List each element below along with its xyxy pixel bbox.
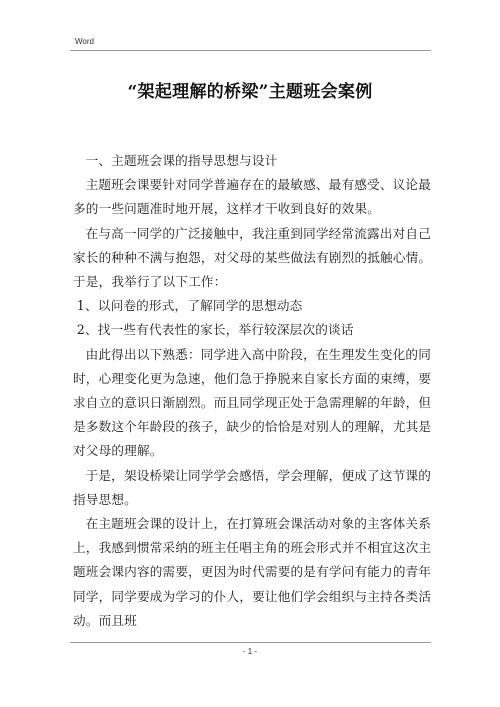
list-item: 2、找一些有代表性的家长，举行较深层次的谈话 xyxy=(76,322,354,338)
paragraph: 由此得出以下熟悉：同学进入高中阶段，在生理发生变化的同时，心理变化更为急速，他们急于挣脱来自家长方面的束缚，要求自立的意识日渐剧烈。而且同学现正处于急需理解的年龄，但是多数这个年龄段的孩子，缺少的恰恰是对别人的理解，尤其是对父母的理解。 xyxy=(73,346,432,459)
paragraph: 在与高一同学的广泛接触中，我注重到同学经常流露出对自己家长的种种不满与抱怨，对父母的某些做法有剧烈的抵触心情。于是，我举行了以下工作： xyxy=(73,225,432,290)
paragraph: 在主题班会课的设计上，在打算班会课活动对象的主客体关系上，我感到惯常采纳的班主任唱主角的班会形式并不相宜这次主题班会课内容的需要，更因为时代需要的是有学问有能力的青年同学，同学要成为学习的仆人，要让他们学会组织与主持各类活动。而且班 xyxy=(73,516,432,628)
paragraph: 于是，架设桥梁让同学学会感悟，学会理解，便成了这节课的指导思想。 xyxy=(73,467,432,507)
footer-rule xyxy=(70,642,431,643)
paragraph: 主题班会课要针对同学普遍存在的最敏感、最有感受、议论最多的一些问题准时地开展，这样才干收到良好的效果。 xyxy=(73,177,432,217)
document-body xyxy=(73,149,433,633)
page-number: - 1 - xyxy=(242,647,258,656)
header-rule xyxy=(70,50,431,51)
section-heading: 一、主题班会课的指导思想与设计 xyxy=(85,153,278,168)
document-title: “架起理解的桥梁”主题班会案例 xyxy=(127,82,373,102)
header-label: Word xyxy=(75,37,94,46)
list-item: 1、以问卷的形式，了解同学的思想动态 xyxy=(76,298,303,314)
